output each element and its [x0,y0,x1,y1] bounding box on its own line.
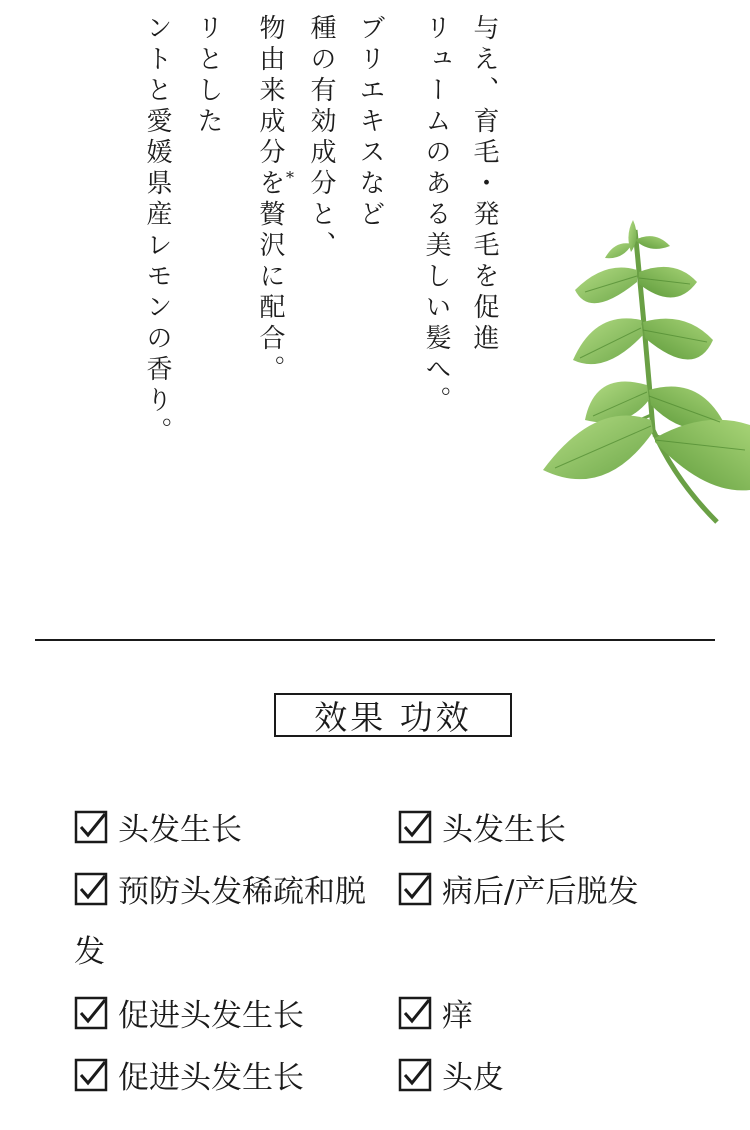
checkbox-checked-icon [398,996,432,1030]
list-item [398,1052,504,1097]
checkbox-checked-icon [74,996,108,1030]
checkbox-checked-icon [74,872,108,906]
checkbox-checked-icon [74,1058,108,1092]
list-item [74,804,242,849]
vertical-text-column: ブリエキスなど [355,14,385,231]
section-title [274,693,512,737]
list-item [398,804,566,849]
effect-label: 促进头发生长 [118,1060,304,1096]
checkbox-checked-icon [398,872,432,906]
section-divider [35,639,715,641]
list-item [74,1052,304,1097]
mint-leaf-icon [535,210,750,530]
list-item [74,990,304,1035]
effect-label: 头发生长 [442,812,566,848]
vertical-text-column: 物由来成分を贅沢に配合。 [255,14,285,386]
checkbox-checked-icon [74,810,108,844]
section-title-text: 效果 功效 [314,697,472,737]
list-item [398,866,638,911]
effect-label: 头发生长 [118,812,242,848]
checkbox-checked-icon [398,810,432,844]
vertical-text-column: リュームのある美しい髪へ。 [421,14,451,417]
vertical-text-column: リとした [193,14,223,138]
effect-label: 病后/产后脱发 [442,874,639,910]
list-item [74,866,366,911]
effect-label: 痒 [442,998,473,1034]
checkbox-checked-icon [398,1058,432,1092]
vertical-text-column: 種の有効成分と、 [306,14,336,262]
effect-label: 头皮 [442,1060,504,1096]
vertical-text-column: ントと愛媛県産レモンの香り。 [142,14,172,448]
list-item [398,990,473,1035]
effect-label-continuation: 发 [74,934,105,970]
asterisk-mark: * [286,168,294,187]
effect-label: 促进头发生长 [118,998,304,1034]
vertical-text-column: 与え、育毛・発毛を促進 [469,14,499,355]
effect-label: 预防头发稀疏和脱 [118,874,366,910]
